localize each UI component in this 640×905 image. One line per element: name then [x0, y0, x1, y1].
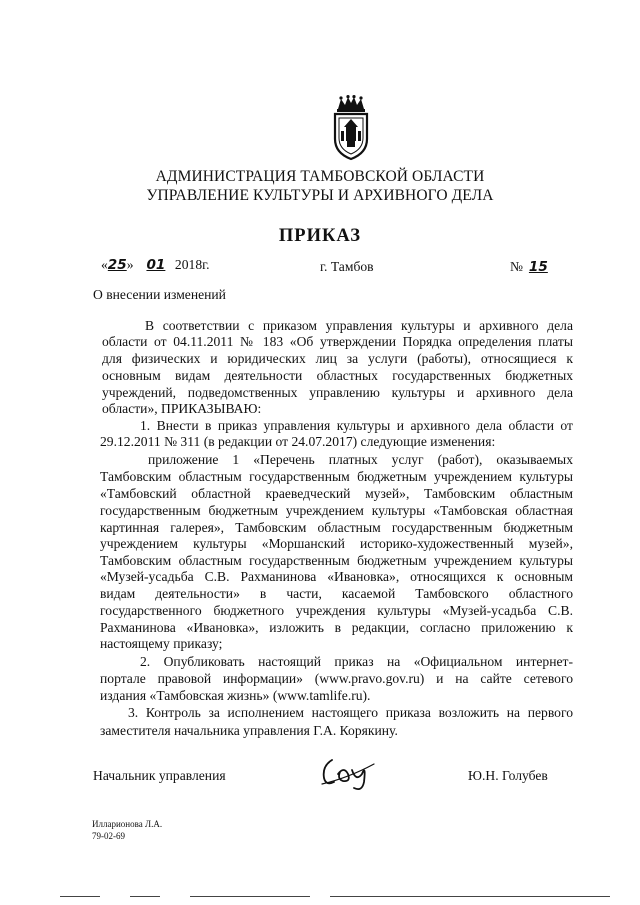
- date-quote-open: «: [101, 257, 108, 272]
- body-line: 2. Опубликовать настоящий приказ на «Официальном интернет-: [140, 654, 573, 669]
- body-line: 1. Внести в приказ управления культуры и архивного дела области от: [140, 418, 573, 433]
- executor-name: Илларионова Л.А.: [92, 819, 163, 829]
- number-value: 15: [528, 259, 548, 275]
- date-quote-close: »: [126, 257, 134, 272]
- order-city: г. Тамбов: [320, 259, 374, 274]
- body-line: портале правовой информации» (www.pravo.gov.ru) и на сайте сетевого: [100, 671, 573, 686]
- footer-line: [60, 896, 100, 897]
- footer-line: [330, 896, 610, 897]
- footer-line: [130, 896, 160, 897]
- organization-name: АДМИНИСТРАЦИЯ ТАМБОВСКОЙ ОБЛАСТИ: [155, 168, 485, 185]
- body-line: Тамбовским областным государственным бюджетным учреждением культуры: [100, 553, 573, 568]
- body-line: области от 04.11.2011 № 183 «Об утверждении Порядка определения платы: [102, 334, 573, 349]
- body-line: учреждением культуры «Моршанский историко-художественный музей»,: [100, 536, 573, 551]
- body-line: «Музей-усадьба С.В. Рахманинова «Ивановка», относящихся к основным: [100, 569, 573, 584]
- body-line: настоящему приказу;: [100, 636, 223, 651]
- date-day: 25: [107, 257, 127, 273]
- body-line: В соответствии с приказом управления культуры и архивного дела: [145, 318, 573, 333]
- body-line: для физических и юридических лиц за услуги (работы), относящиеся к: [102, 351, 573, 366]
- body-line: основным видам деятельности областных государственных бюджетных: [102, 368, 573, 383]
- handwritten-signature: [318, 752, 378, 792]
- body-line: Тамбовским областным государственным бюджетным учреждением культуры: [100, 469, 573, 484]
- order-date: [101, 257, 210, 273]
- date-year: 2018г.: [174, 257, 210, 272]
- body-line: учреждений, подведомственных управлению культуры и архивного дела: [102, 385, 573, 400]
- coat-of-arms-icon: [329, 95, 373, 161]
- body-line: приложение 1 «Перечень платных услуг (работ), оказываемых: [148, 452, 573, 467]
- body-line: издания «Тамбовская жизнь» (www.tamlife.ru).: [100, 688, 371, 703]
- signatory-name: Ю.Н. Голубев: [468, 768, 548, 783]
- order-subject: О внесении изменений: [93, 287, 226, 302]
- body-line: государственного бюджетного учреждения культуры «Музей-усадьба С.В.: [100, 603, 573, 618]
- body-line: «Тамбовский областной краеведческий музей», Тамбовским областным: [100, 486, 573, 501]
- document-title: ПРИКАЗ: [278, 226, 362, 246]
- body-line: области», ПРИКАЗЫВАЮ:: [102, 401, 262, 416]
- body-line: 29.12.2011 № 311 (в редакции от 24.07.2017) следующие изменения:: [100, 434, 496, 449]
- body-line: заместителя начальника управления Г.А. Корякину.: [100, 723, 398, 738]
- body-line: 3. Контроль за исполнением настоящего приказа возложить на первого: [128, 705, 573, 720]
- order-number: [510, 259, 550, 275]
- body-line: государственным бюджетным учреждением культуры «Тамбовская областная: [100, 503, 573, 518]
- body-line: картинная галерея», Тамбовским областным государственным бюджетным: [100, 520, 573, 535]
- executor-phone: 79-02-69: [92, 831, 125, 841]
- body-line: видам деятельности» в части, касаемой Тамбовского областного: [100, 586, 573, 601]
- number-label: №: [510, 259, 523, 274]
- footer-line: [190, 896, 310, 897]
- department-name: УПРАВЛЕНИЕ КУЛЬТУРЫ И АРХИВНОГО ДЕЛА: [146, 187, 494, 204]
- date-month: 01: [146, 257, 166, 273]
- signatory-position: Начальник управления: [93, 768, 226, 783]
- body-line: Рахманинова «Ивановка», изложить в редакции, согласно приложению к: [100, 620, 573, 635]
